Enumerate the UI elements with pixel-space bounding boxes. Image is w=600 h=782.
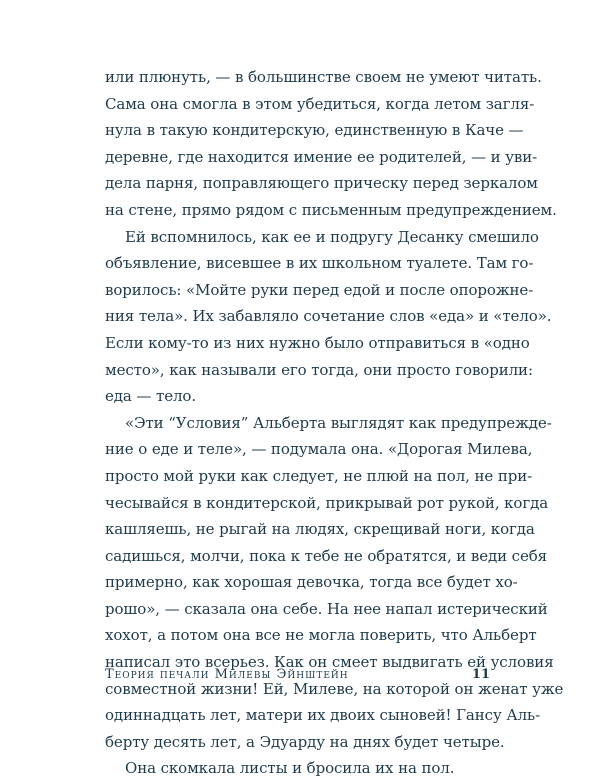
text-line: ние о еде и теле», — подумала она. «Дорогая Милева, (105, 440, 533, 459)
text-line: ворилось: «Мойте руки перед едой и после опорожне- (105, 280, 534, 299)
text-line: берту десять лет, а Эдуарду на днях будет четыре. (105, 732, 505, 751)
text-line: одиннадцать лет, матери их двоих сыновей! Гансу Аль- (105, 706, 541, 725)
text-line: просто мой руки как следует, не плюй на пол, не при- (105, 466, 533, 485)
running-title: Теория печали Милевы Эйнштейн (105, 667, 349, 682)
paragraph (105, 755, 490, 782)
text-line: кашляешь, не рыгай на людях, скрещивай ноги, когда (105, 520, 535, 539)
text-line: написал это всерьез. Как он смеет выдвигать ей условия (105, 653, 554, 672)
text-line: Сама она смогла в этом убедиться, когда летом загля- (105, 94, 535, 113)
text-line: еда — тело. (105, 387, 196, 406)
page-footer (105, 664, 490, 686)
text-line: объявление, висевшее в их школьном туалете. Там го- (105, 254, 534, 273)
text-line: «Эти “Условия” Альберта выглядят как предупрежде- (125, 413, 552, 432)
text-line: садишься, молчи, пока к тебе не обратятся, и веди себя (105, 546, 548, 565)
text-line: рошо», — сказала она себе. На нее напал истерический (105, 599, 548, 618)
text-line: ния тела». Их забавляло сочетание слов «еда» и «тело». (105, 307, 552, 326)
text-line: Если кому-то из них нужно было отправиться в «одно (105, 333, 530, 352)
text-line: нула в такую кондитерскую, единственную в Каче — (105, 121, 524, 140)
text-line: на стене, прямо рядом с письменным предупреждением. (105, 200, 557, 219)
text-line: Она скомкала листы и бросила их на пол. (125, 759, 455, 778)
text-line: чесывайся в кондитерской, прикрывай рот рукой, когда (105, 493, 549, 512)
text-line: или плюнуть, — в большинстве своем не умеют читать. (105, 68, 542, 86)
text-line: место», как называли его тогда, они просто говорили: (105, 360, 533, 379)
text-line: деревне, где находится имение ее родителей, — и уви- (105, 147, 538, 166)
page-number: 11 (471, 667, 490, 682)
text-line: хохот, а потом она все не могла поверить, что Альберт (105, 626, 537, 645)
text-line: примерно, как хорошая девочка, тогда все будет хо- (105, 573, 518, 592)
paragraph (105, 224, 552, 410)
text-line: совместной жизни! Ей, Милеве, на которой он женат уже (105, 679, 564, 698)
text-line: Ей вспомнилось, как ее и подругу Десанку смешило (125, 227, 539, 246)
paragraph (105, 410, 564, 756)
paragraph (105, 64, 557, 224)
text-line: дела парня, поправляющего прическу перед зеркалом (105, 174, 538, 193)
